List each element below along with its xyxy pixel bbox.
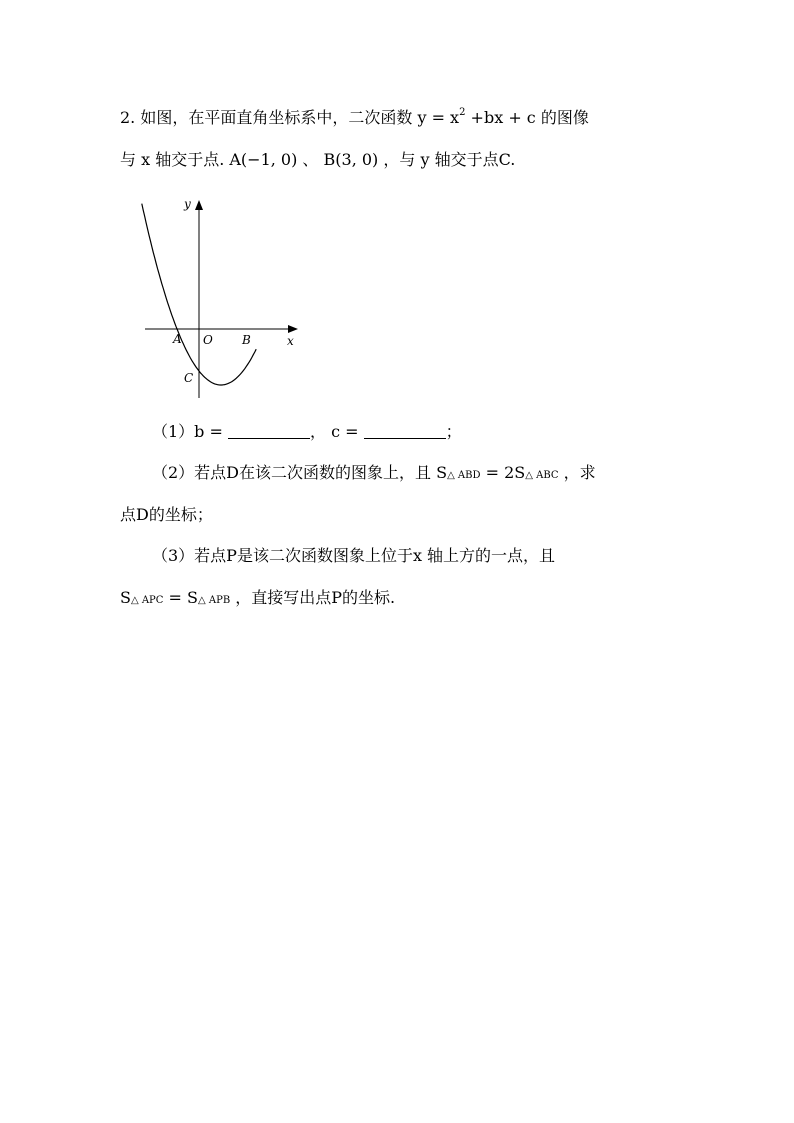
part-2-sub-abd: △ ABD <box>447 470 481 481</box>
point-a-label: A <box>173 332 182 346</box>
part-3-suffix: ，直接写出点P的坐标. <box>230 588 396 607</box>
part-2-sub-abc: △ ABC <box>525 470 559 481</box>
origin-label: O <box>203 333 213 347</box>
part-3-mid: = S <box>163 588 198 607</box>
part-3-line-1: （3）若点P是该二次函数图象上位于x 轴上方的一点，且 <box>152 546 556 565</box>
point-b-label: B <box>242 333 251 347</box>
part-2-line-2: 点D的坐标； <box>120 505 213 524</box>
part-2-prefix: （2）若点D在该二次函数的图象上，且 S <box>152 463 448 482</box>
b-label: （1）b = <box>152 422 229 441</box>
part-1-end: ； <box>445 422 462 441</box>
b-answer-blank[interactable] <box>228 424 310 439</box>
part-2-suffix: ，求 <box>558 463 596 482</box>
intro-prefix: 2. 如图，在平面直角坐标系中，二次函数 y = x <box>120 108 460 127</box>
exponent: 2 <box>459 107 466 118</box>
part-3-s1: S <box>120 588 131 607</box>
intro-suffix: +bx + c 的图像 <box>465 108 589 127</box>
problem-intro-line-2: 与 x 轴交于点. A(−1, 0) 、 B(3, 0) ，与 y 轴交于点C. <box>120 150 516 169</box>
point-c-label: C <box>184 371 194 385</box>
c-label: ， c = <box>310 422 364 441</box>
part-1 <box>152 422 462 442</box>
part-2-line-1 <box>152 463 596 486</box>
x-axis-arrow-icon <box>288 325 298 333</box>
part-3-sub-apb: △ APB <box>198 595 231 606</box>
y-axis-label: y <box>184 197 191 211</box>
x-axis-label: x <box>287 334 294 348</box>
part-3-line-2 <box>120 588 395 611</box>
c-answer-blank[interactable] <box>364 424 446 439</box>
part-3-sub-apc: △ APC <box>130 595 164 606</box>
y-axis-arrow-icon <box>195 200 203 210</box>
part-2-mid: = 2S <box>480 463 526 482</box>
